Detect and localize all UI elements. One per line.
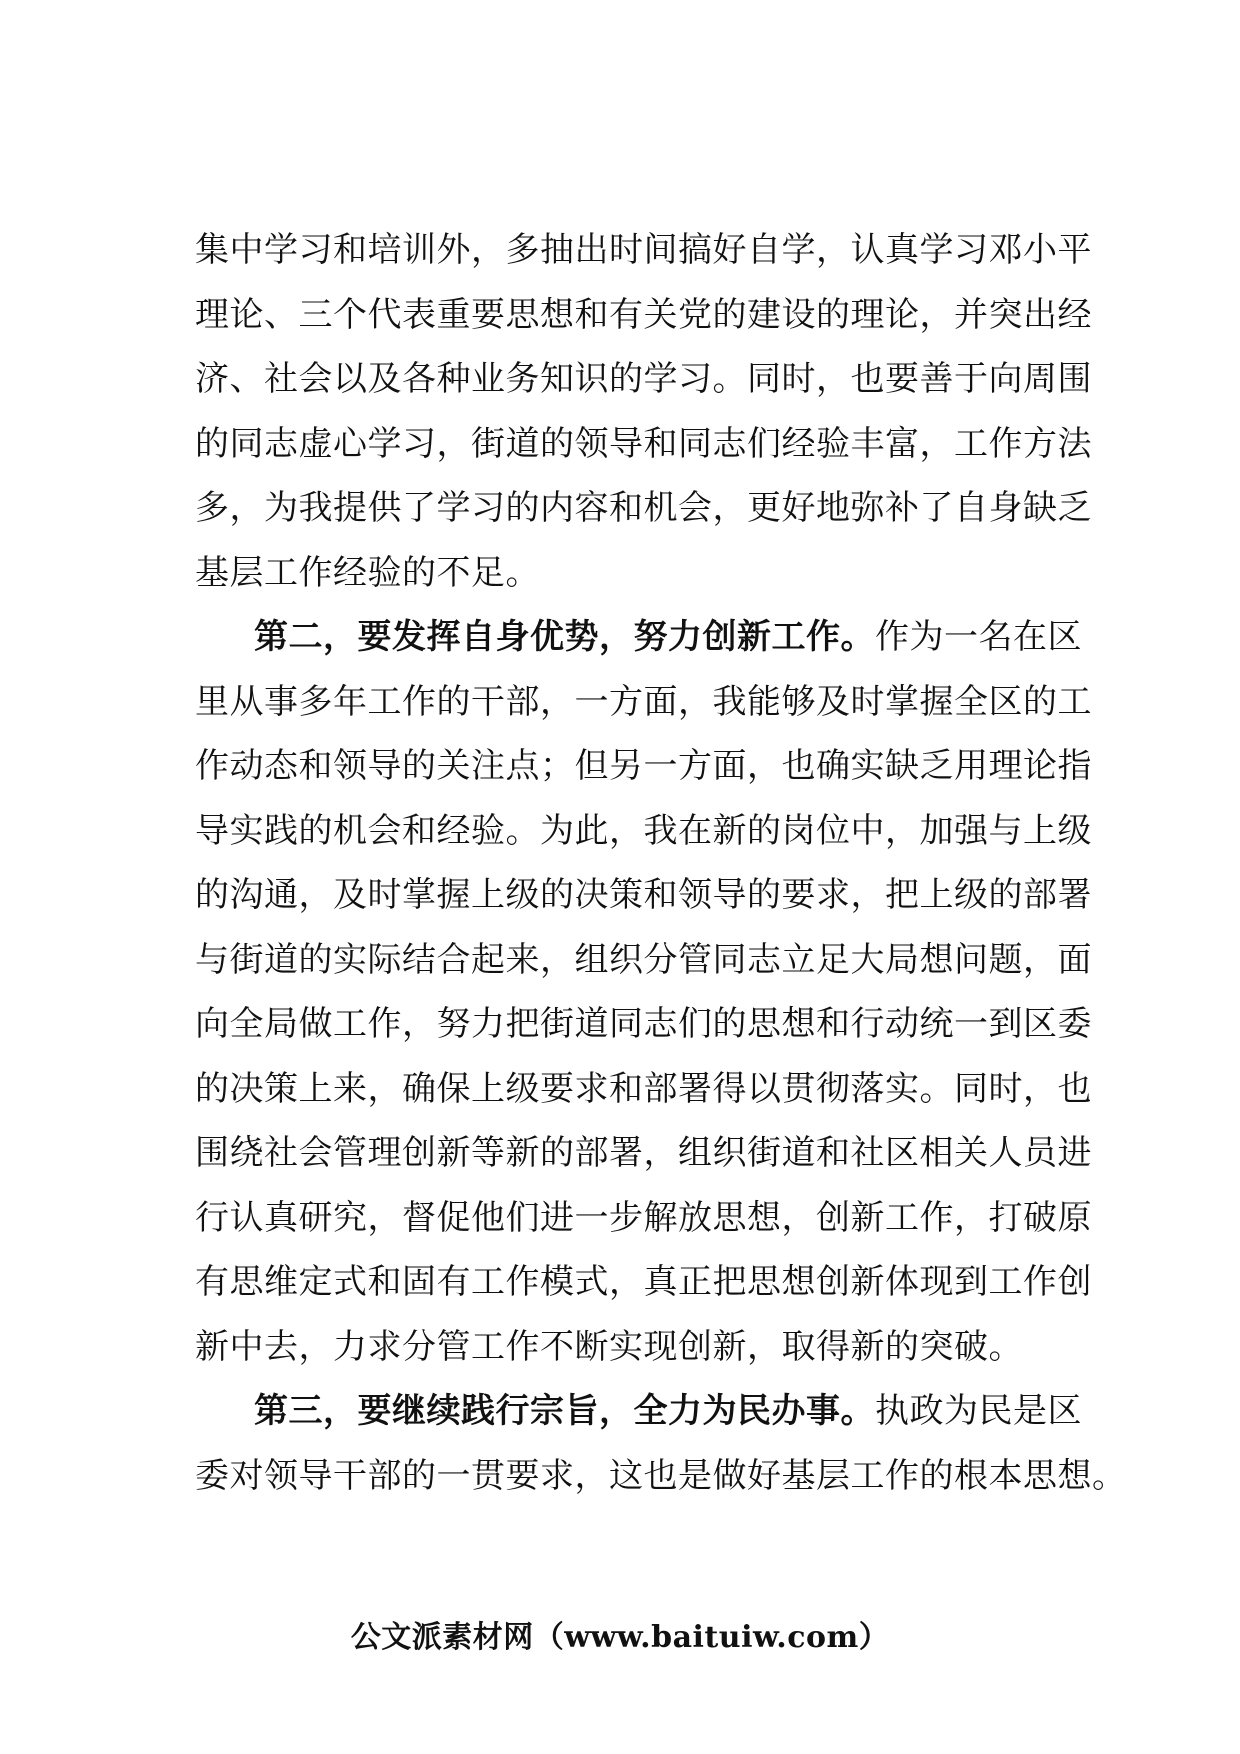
text-line: 委对领导干部的一贯要求，这也是做好基层工作的根本思想。 [195, 1455, 1127, 1496]
text-line: 围绕社会管理创新等新的部署，组织街道和社区相关人员进 [195, 1133, 1092, 1173]
text-line: 行认真研究，督促他们进一步解放思想，创新工作，打破原 [195, 1197, 1092, 1238]
text-line: 有思维定式和固有工作模式，真正把思想创新体现到工作创 [195, 1262, 1092, 1302]
text-line: 与街道的实际结合起来，组织分管同志立足大局想问题，面 [195, 939, 1092, 980]
text-run: 执政为民是区 [875, 1391, 1082, 1431]
paragraph-start-line [195, 605, 1082, 670]
text-line: 作动态和领导的关注点；但另一方面，也确实缺乏用理论指 [195, 746, 1092, 786]
text-line: 导实践的机会和经验。为此，我在新的岗位中，加强与上级 [195, 810, 1092, 851]
text-line: 的同志虚心学习，街道的领导和同志们经验丰富，工作方法 [195, 423, 1092, 464]
document-body [195, 218, 1127, 1508]
text-line: 理论、三个代表重要思想和有关党的建设的理论，并突出经 [195, 294, 1092, 335]
text-line: 多，为我提供了学习的内容和机会，更好地弥补了自身缺乏 [195, 488, 1092, 528]
text-line: 集中学习和培训外，多抽出时间搞好自学，认真学习邓小平 [195, 230, 1092, 270]
paragraph-heading: 第二，要发挥自身优势，努力创新工作。 [254, 617, 875, 657]
text-line: 新中去，力求分管工作不断实现创新，取得新的突破。 [195, 1326, 1023, 1367]
paragraph-start-line [195, 1379, 1082, 1444]
paragraph-heading: 第三，要继续践行宗旨，全力为民办事。 [254, 1391, 875, 1431]
text-line: 里从事多年工作的干部，一方面，我能够及时掌握全区的工 [195, 681, 1092, 722]
text-run: 作为一名在区 [875, 617, 1082, 657]
text-line: 的决策上来，确保上级要求和部署得以贯彻落实。同时，也 [195, 1068, 1092, 1109]
text-line: 的沟通，及时掌握上级的决策和领导的要求，把上级的部署 [195, 875, 1092, 915]
page-footer: 公文派素材网（www.baituiw.com） [350, 1620, 890, 1655]
text-line: 基层工作经验的不足。 [195, 552, 540, 593]
text-line: 向全局做工作，努力把街道同志们的思想和行动统一到区委 [195, 1004, 1092, 1044]
text-line: 济、社会以及各种业务知识的学习。同时，也要善于向周围 [195, 359, 1092, 399]
